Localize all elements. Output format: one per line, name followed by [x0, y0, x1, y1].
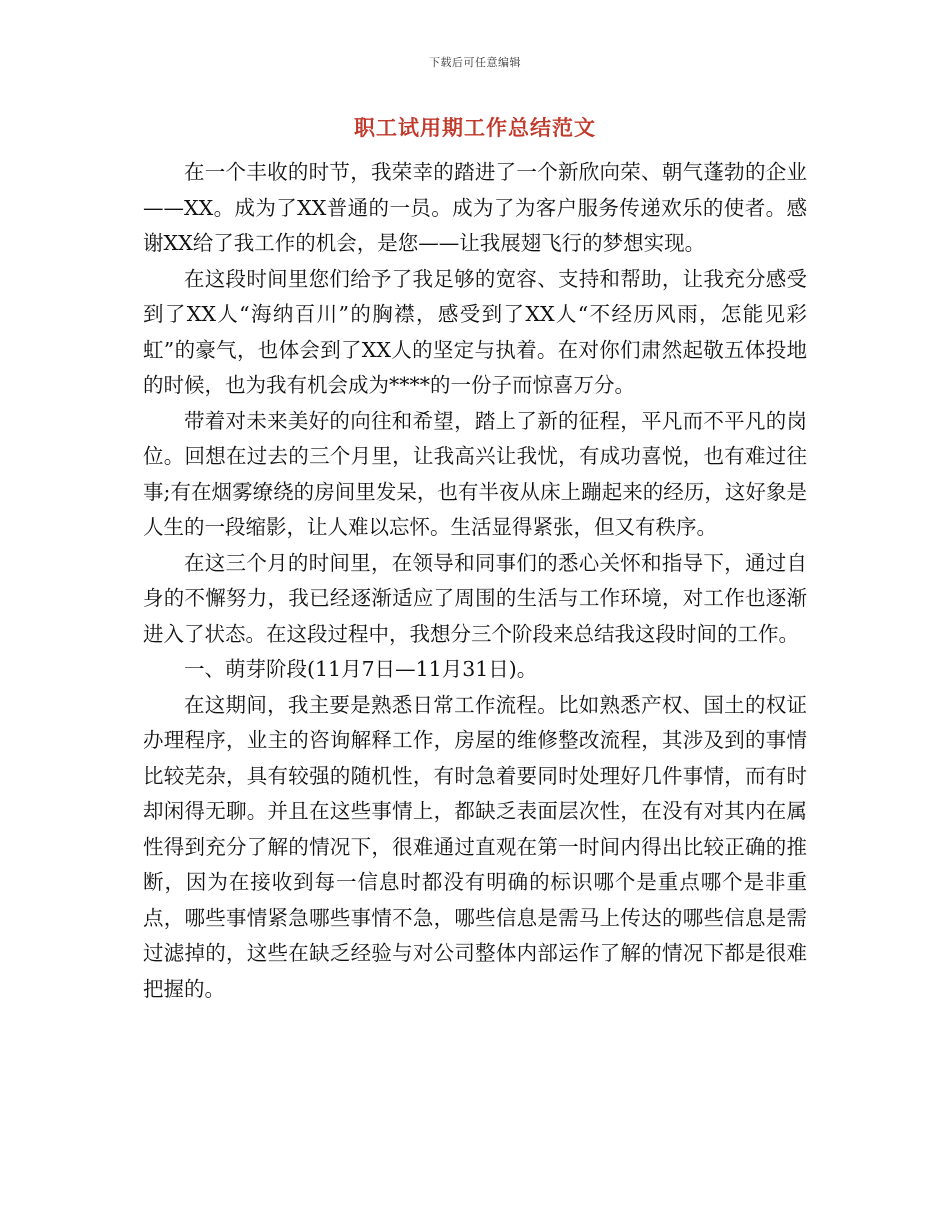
- section-heading-stage-one: 一、萌芽阶段(11月7日—11月31日)。: [184, 657, 538, 681]
- paragraph-overview: 在这三个月的时间里，在领导和同事们的悉心关怀和指导下，通过自身的不懈努力，我已经逐渐适应了周围的生活与工作环境，对工作也逐渐进入了状态。在这段过程中，我想分三个阶段来总结我这段时间的工作。: [143, 550, 807, 646]
- document-body: [143, 155, 807, 1007]
- paragraph-journey: 带着对未来美好的向往和希望，踏上了新的征程，平凡而不平凡的岗位。回想在过去的三个月里，让我高兴让我忧，有成功喜悦，也有难过往事;有在烟雾缭绕的房间里发呆，也有半夜从床上蹦起来的经历，这好象是人生的一段缩影，让人难以忘怀。生活显得紧张，但又有秩序。: [143, 408, 807, 539]
- document-title: 职工试用期工作总结范文: [354, 115, 596, 140]
- paragraph-intro: 在一个丰收的时节，我荣幸的踏进了一个新欣向荣、朝气蓬勃的企业——XX。成为了XX普通的一员。成为了为客户服务传递欢乐的使者。感谢XX给了我工作的机会，是您——让我展翅飞行的梦想实现。: [143, 160, 807, 255]
- paragraph-stage-one: 在这期间，我主要是熟悉日常工作流程。比如熟悉产权、国土的权证办理程序，业主的咨询解释工作，房屋的维修整改流程，其涉及到的事情比较芜杂，具有较强的随机性，有时急着要同时处理好几件事情，而有时却闲得无聊。并且在这些事情上，都缺乏表面层次性，在没有对其内在属性得到充分了解的情况下，很难通过直观在第一时间内得出比较正确的推断，因为在接收到每一信息时都没有明确的标识哪个是重点哪个是非重点，哪些事情紧急哪些事情不急，哪些信息是需马上传达的哪些信息是需过滤掉的，这些在缺乏经验与对公司整体内部运作了解的情况下都是很难把握的。: [143, 692, 807, 1001]
- page-header-note: 下载后可任意编辑: [429, 56, 521, 69]
- paragraph-gratitude: 在这段时间里您们给予了我足够的宽容、支持和帮助，让我充分感受到了XX人“海纳百川”的胸襟，感受到了XX人“不经历风雨，怎能见彩虹”的豪气，也体会到了XX人的坚定与执着。在对你们肃然起敬五体投地的时候，也为我有机会成为****的一份子而惊喜万分。: [143, 266, 807, 397]
